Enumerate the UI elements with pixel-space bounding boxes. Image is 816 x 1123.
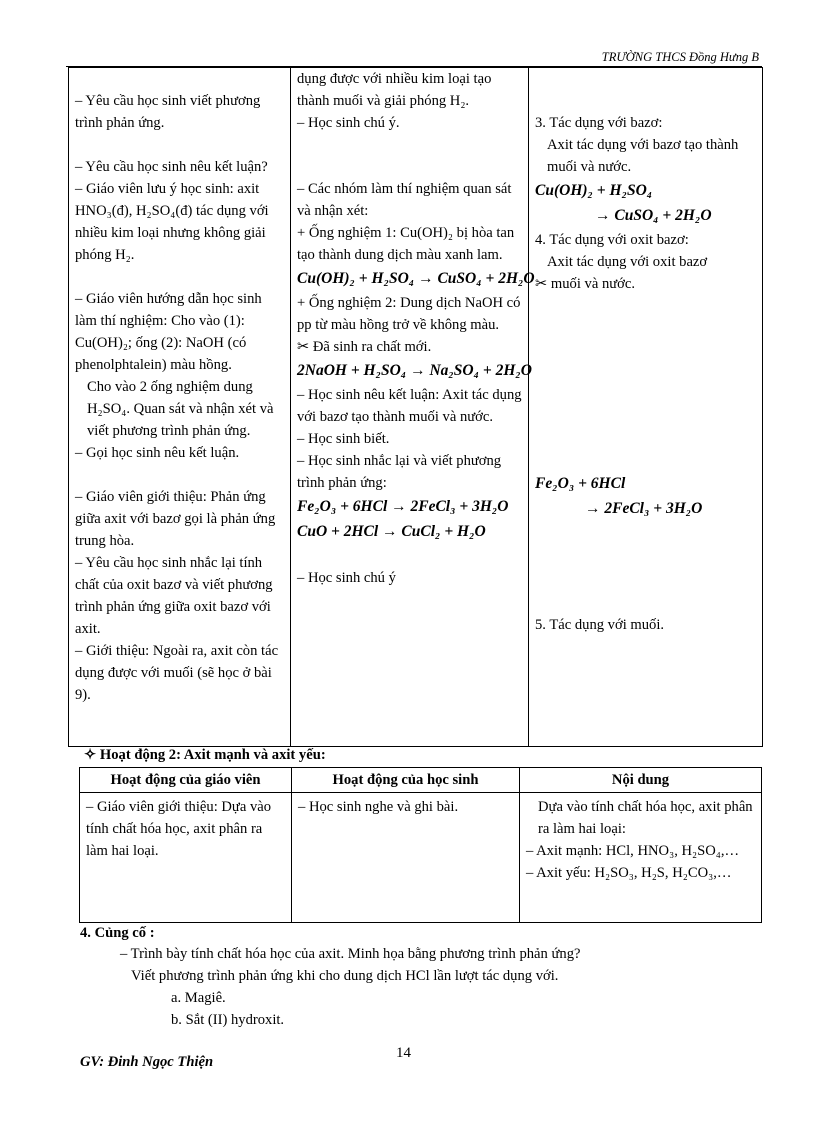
teacher-column	[69, 68, 291, 747]
equation-naoh: 2NaOH + H₂SO₄ → Na₂SO₄ + 2H₂O	[297, 362, 533, 379]
content-text: Dựa vào tính chất hóa học, axit phân ra làm hai loại:	[538, 799, 753, 837]
equation-fe2o3: Fe₂O₃ + 6HCl → 2FeCl₃ + 3H₂O	[297, 498, 509, 515]
teacher-step: Cho vào 2 ống nghiệm dung H₂SO₄. Quan sát và nhận xét và viết phương trình phản ứng.	[87, 379, 274, 439]
teacher-step: – Giáo viên lưu ý học sinh: axit HNO₃(đ), H₂SO₄(đ) tác dụng với nhiều kim loại nhưng không giải phóng H₂.	[75, 181, 269, 263]
student-step: – Học sinh nêu kết luận: Axit tác dụng với bazơ tạo thành muối và nước.	[297, 387, 522, 425]
student-step: – Học sinh nhắc lại và viết phương trình phản ứng:	[297, 453, 502, 491]
content-text: Axit tác dụng với bazơ tạo thành muối và nước.	[547, 137, 739, 175]
school-header: TRƯỜNG THCS Đồng Hưng B	[601, 50, 759, 64]
student-step: – Học sinh biết.	[297, 431, 390, 447]
content-heading: 5. Tác dụng với muối.	[535, 617, 665, 633]
teacher-step: – Yêu cầu học sinh nhắc lại tính chất của oxit bazơ và viết phương trình phản ứng giữa oxit bazơ với axit.	[75, 555, 273, 637]
activity2-heading: ✧ Hoạt động 2: Axit mạnh và axit yếu:	[84, 747, 326, 763]
review-line: Viết phương trình phản ứng khi cho dung dịch HCl lần lượt tác dụng với.	[131, 968, 559, 984]
col-header-student: Hoạt động của học sinh	[292, 768, 520, 793]
activity-table-continued	[68, 67, 763, 747]
weak-acids: – Axit yếu: H₂SO₃, H₂S, H₂CO₃,…	[526, 865, 732, 881]
section4-title: 4. Củng cố :	[80, 925, 155, 941]
teacher-step: – Gọi học sinh nêu kết luận.	[75, 445, 240, 461]
equation-cu-oh2: Cu(OH)₂ + H₂SO₄ → CuSO₄ + 2H₂O	[297, 270, 535, 287]
student-step: dụng được với nhiều kim loại tạo thành muối và giải phóng H₂.	[297, 71, 492, 109]
content-text: ✂ muối và nước.	[535, 276, 635, 292]
teacher-cell: – Giáo viên giới thiệu: Dựa vào tính chất hóa học, axit phân ra làm hai loại.	[80, 793, 292, 923]
col-header-teacher: Hoạt động của giáo viên	[80, 768, 292, 793]
content-equation: Cu(OH)₂ + H₂SO₄	[535, 182, 653, 199]
content-cell	[520, 793, 762, 923]
student-step: – Học sinh chú ý	[297, 570, 396, 586]
student-column	[291, 68, 535, 747]
content-equation: → 2FeCl₃ + 3H₂O	[585, 500, 703, 517]
student-step: ✂ Đã sinh ra chất mới.	[297, 339, 432, 355]
content-column	[529, 68, 763, 747]
content-heading: 3. Tác dụng với bazơ:	[535, 115, 663, 131]
content-text: Axit tác dụng với oxit bazơ	[547, 254, 708, 270]
teacher-step: – Giới thiệu: Ngoài ra, axit còn tác dụng được với muối (sẽ học ở bài 9).	[75, 643, 279, 703]
teacher-step: – Giáo viên hướng dẫn học sinh làm thí nghiệm: Cho vào (1): Cu(OH)₂; ống (2): NaOH (có phenolphtalein) màu hồng.	[75, 291, 262, 373]
page-number: 14	[396, 1045, 411, 1061]
student-cell: – Học sinh nghe và ghi bài.	[292, 793, 520, 923]
review-item: a. Magiê.	[171, 990, 226, 1006]
equation-cuo: CuO + 2HCl → CuCl₂ + H₂O	[297, 523, 486, 540]
review-item: b. Sắt (II) hydroxit.	[171, 1012, 285, 1028]
review-line: – Trình bày tính chất hóa học của axit. Minh họa bằng phương trình phản ứng?	[120, 946, 581, 962]
content-heading: 4. Tác dụng với oxit bazơ:	[535, 232, 689, 248]
student-step: – Học sinh chú ý.	[297, 115, 400, 131]
teacher-step: – Yêu cầu học sinh viết phương trình phản ứng.	[75, 93, 261, 131]
student-step: + Ống nghiệm 1: Cu(OH)₂ bị hòa tan tạo thành dung dịch màu xanh lam.	[297, 225, 515, 263]
content-equation: Fe₂O₃ + 6HCl	[535, 475, 626, 492]
teacher-name: GV: Đinh Ngọc Thiện	[80, 1054, 214, 1070]
content-equation: → CuSO₄ + 2H₂O	[595, 207, 712, 224]
strong-acids: – Axit mạnh: HCl, HNO₃, H₂SO₄,…	[526, 843, 740, 859]
student-step: + Ống nghiệm 2: Dung dịch NaOH có pp từ màu hồng trở về không màu.	[297, 295, 521, 333]
activity2-table	[79, 767, 762, 923]
teacher-step: – Giáo viên giới thiệu: Phản ứng giữa axit với bazơ gọi là phản ứng trung hòa.	[75, 489, 276, 549]
col-header-content: Nội dung	[520, 768, 762, 793]
student-step: – Các nhóm làm thí nghiệm quan sát và nhận xét:	[297, 181, 512, 219]
teacher-step: – Yêu cầu học sinh nêu kết luận?	[75, 159, 268, 175]
